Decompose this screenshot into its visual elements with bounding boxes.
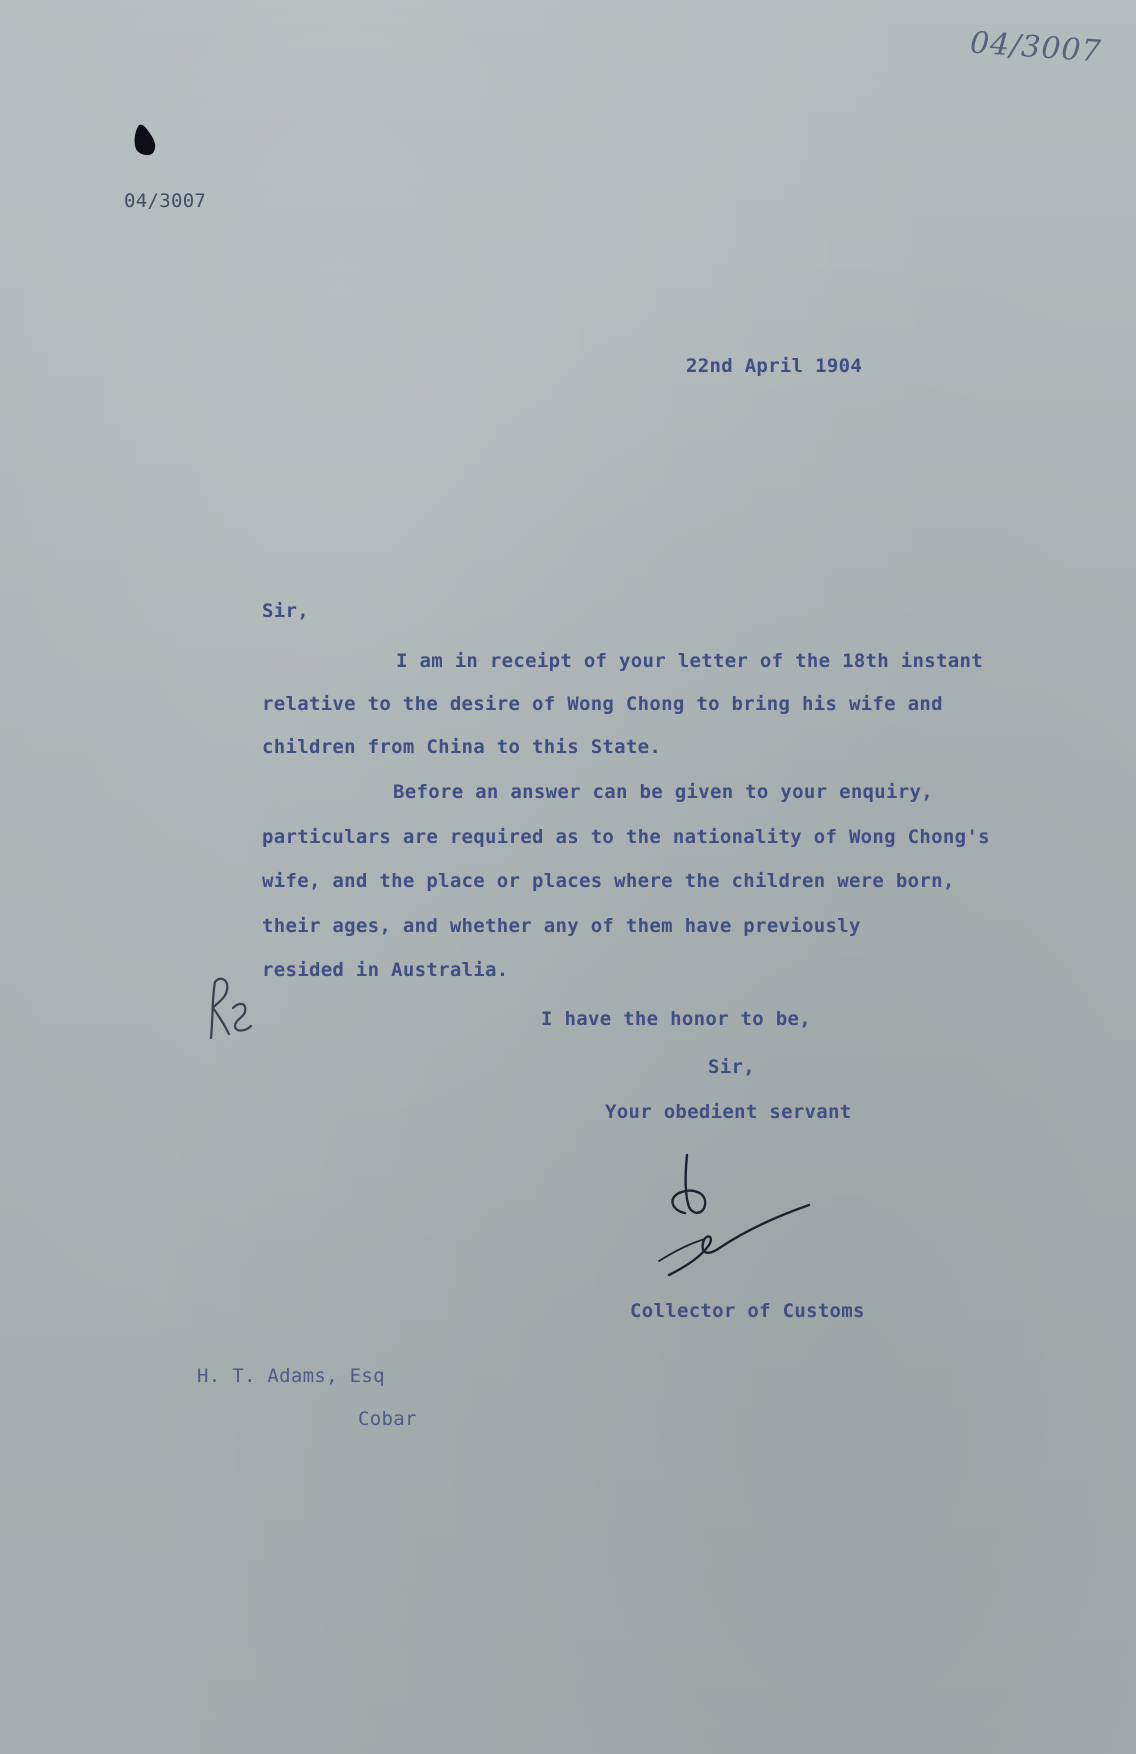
body-line: resided in Australia. bbox=[262, 959, 509, 981]
ink-blot-icon bbox=[133, 123, 159, 157]
signatory-title: Collector of Customs bbox=[630, 1300, 865, 1322]
body-line: Before an answer can be given to your enquiry, bbox=[393, 781, 933, 803]
addressee-place: Cobar bbox=[358, 1408, 417, 1430]
file-reference: 04/3007 bbox=[124, 190, 207, 212]
closing-line: Sir, bbox=[708, 1056, 755, 1078]
letter-date: 22nd April 1904 bbox=[686, 355, 863, 377]
signature bbox=[645, 1145, 815, 1285]
body-line: relative to the desire of Wong Chong to bring his wife and bbox=[262, 693, 943, 715]
margin-initials-mark bbox=[203, 968, 255, 1048]
body-line: I am in receipt of your letter of the 18th instant bbox=[396, 650, 983, 672]
body-line: wife, and the place or places where the children were born, bbox=[262, 870, 955, 892]
body-line: particulars are required as to the nationality of Wong Chong's bbox=[262, 826, 990, 848]
closing-line: I have the honor to be, bbox=[541, 1008, 811, 1030]
body-line: children from China to this State. bbox=[262, 736, 662, 758]
closing-line: Your obedient servant bbox=[605, 1101, 852, 1123]
body-line: their ages, and whether any of them have previously bbox=[262, 915, 861, 937]
salutation: Sir, bbox=[262, 600, 309, 622]
handwritten-file-number: 04/3007 bbox=[968, 25, 1103, 70]
addressee-name: H. T. Adams, Esq bbox=[197, 1365, 385, 1387]
show-through-mark bbox=[232, 378, 272, 398]
